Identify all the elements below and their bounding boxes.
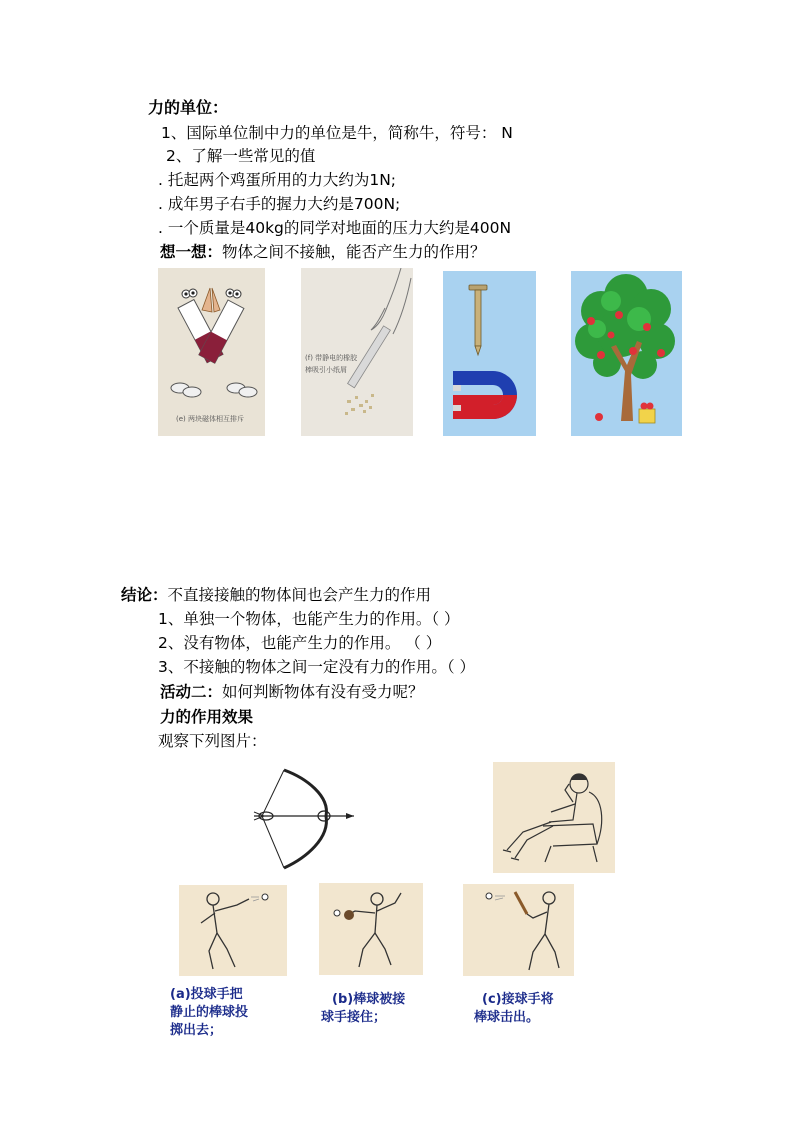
think-text: 物体之间不接触，能否产生力的作用？: [222, 243, 486, 261]
pitcher-image: [179, 885, 287, 976]
batter-image: [463, 884, 574, 976]
caption-c-2: 棒球击出。: [474, 1010, 540, 1025]
question-1: 1、单独一个物体，也能产生力的作用。（ ）: [158, 610, 460, 628]
magnets-repel-illustration: [158, 268, 265, 436]
charged-rod-image: [301, 268, 413, 436]
caption-a-3: 掷出去；: [170, 1023, 223, 1038]
bow-image: [248, 764, 358, 874]
conclusion-label: 结论：: [121, 586, 168, 604]
think-line: [160, 241, 486, 263]
apple-tree-image: [571, 271, 682, 436]
activity-text: 如何判断物体有没有受力呢？: [222, 683, 424, 701]
unit-heading: 力的单位：: [148, 98, 229, 117]
charged-rod-illustration: [301, 268, 413, 436]
chair-man-image: [493, 762, 615, 873]
caption-c-1: (c)接球手将: [482, 992, 554, 1007]
conclusion-line: [121, 584, 431, 606]
magnets-caption: (e) 两块磁体相互排斥: [176, 415, 244, 423]
caption-b-1: (b)棒球被接: [332, 992, 406, 1007]
unit-line-1: 1、国际单位制中力的单位是牛，简称牛，符号： N: [161, 124, 513, 142]
conclusion-text: 不直接接触的物体间也会产生力的作用: [167, 586, 432, 604]
man-in-chair-illustration: [493, 762, 615, 873]
question-2: 2、没有物体，也能产生力的作用。 （ ）: [158, 634, 442, 652]
unit-line-3: . 托起两个鸡蛋所用的力大约为1N;: [158, 171, 397, 189]
effect-heading: 力的作用效果: [160, 708, 254, 726]
nail-magnet-illustration: [443, 271, 536, 436]
caption-a-1: (a)投球手把: [170, 987, 243, 1002]
apple-tree-illustration: [571, 271, 682, 436]
batter-illustration: [463, 884, 574, 976]
think-label: 想一想：: [160, 243, 223, 261]
caption-a-2: 静止的棒球投: [170, 1005, 249, 1020]
bow-arrow-illustration: [248, 764, 358, 874]
rod-caption-2: 棒吸引小纸屑: [305, 366, 347, 374]
catcher-illustration: [319, 883, 423, 975]
observe-line: 观察下列图片：: [158, 732, 267, 750]
activity-line: [160, 681, 424, 703]
unit-line-2: 2、了解一些常见的值: [166, 147, 316, 165]
catcher-image: [319, 883, 423, 975]
unit-line-5: . 一个质量是40kg的同学对地面的压力大约是400N: [158, 219, 512, 237]
nail-magnet-image: [443, 271, 536, 436]
unit-line-4: . 成年男子右手的握力大约是700N;: [158, 195, 401, 213]
question-3: 3、不接触的物体之间一定没有力的作用。（ ）: [158, 658, 476, 676]
magnets-repel-image: [158, 268, 265, 436]
activity-label: 活动二：: [160, 683, 223, 701]
caption-b-2: 球手接住；: [321, 1010, 387, 1025]
rod-caption-1: (f) 带静电的橡胶: [305, 354, 358, 362]
pitcher-illustration: [179, 885, 287, 976]
